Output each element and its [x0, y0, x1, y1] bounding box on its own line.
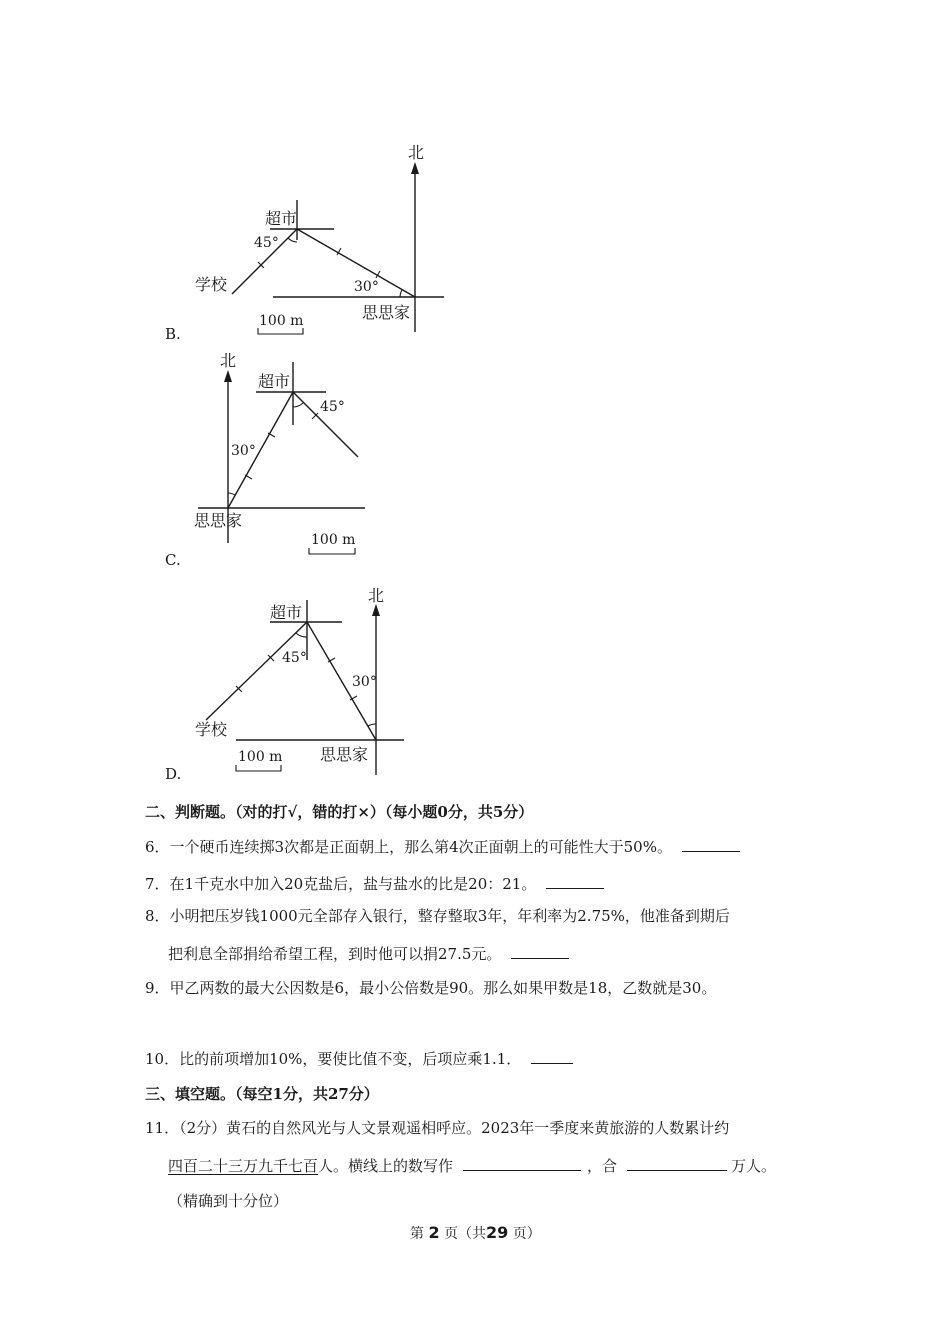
question-11-line-1: 11．（2分）黄石的自然风光与人文景观遥相呼应。2023年一季度来黄旅游的人数累计约: [145, 1119, 730, 1137]
answer-blank-6[interactable]: [682, 836, 740, 852]
question-11-mid: ，合: [587, 1157, 618, 1175]
question-10-text: 10．比的前项增加10%，要使比值不变，后项应乘1.1．: [145, 1050, 522, 1068]
answer-blank-8[interactable]: [511, 943, 569, 959]
option-b-diagram: [180, 135, 460, 335]
question-8-line-2: [168, 943, 569, 964]
question-7: [145, 873, 604, 894]
home-label: 思思家: [194, 511, 243, 530]
angle-arc: [296, 633, 307, 637]
north-label: 北: [220, 351, 237, 370]
supermarket-label: 超市: [265, 209, 298, 228]
angle-45-label: 45°: [282, 650, 307, 666]
option-c-diagram: [185, 345, 385, 555]
answer-blank-7[interactable]: [546, 873, 604, 889]
answer-blank-11a[interactable]: [463, 1155, 581, 1171]
angle-30-label: 30°: [354, 279, 379, 295]
question-11-end: 万人。: [731, 1157, 777, 1175]
answer-blank-10[interactable]: [531, 1048, 573, 1064]
angle-30-label: 30°: [231, 443, 256, 459]
school-supermarket-path: [206, 622, 307, 720]
angle-45-label: 45°: [254, 235, 279, 251]
scale-bar: [236, 765, 281, 771]
angle-arc: [293, 403, 303, 407]
supermarket-label: 超市: [258, 372, 291, 391]
footer-total-pages: 29: [486, 1223, 509, 1242]
question-11-line-3: （精确到十分位）: [168, 1192, 289, 1210]
page-footer: [410, 1223, 541, 1243]
supermarket-label: 超市: [270, 603, 303, 622]
scale-label: 100 m: [311, 532, 356, 548]
option-c-label[interactable]: C.: [165, 551, 181, 569]
question-11-line-2: [168, 1155, 776, 1176]
question-11-after: 人。横线上的数写作: [318, 1157, 454, 1175]
scale-label: 100 m: [259, 313, 304, 329]
option-d-label[interactable]: D.: [165, 765, 182, 783]
north-arrow-icon: [372, 604, 380, 616]
answer-blank-11b[interactable]: [627, 1155, 727, 1171]
footer-page-number: 2: [428, 1223, 440, 1242]
option-d-diagram: [190, 580, 410, 780]
section-3-title: 三、填空题。（每空1分，共27分）: [145, 1085, 379, 1103]
angle-45-label: 45°: [320, 399, 345, 415]
angle-arc: [400, 290, 402, 297]
question-11-underlined-number: 四百二十三万九千七百: [168, 1157, 319, 1175]
option-b-label[interactable]: B.: [165, 325, 181, 343]
footer-prefix: 第: [410, 1226, 424, 1242]
angle-arc: [228, 493, 235, 495]
question-7-text: 7．在1千克水中加入20克盐后，盐与盐水的比是20：21。: [145, 875, 537, 893]
question-8-line-1: 8．小明把压岁钱1000元全部存入银行，整存整取3年，年利率为2.75%，他准备到期后: [145, 907, 730, 925]
question-6: [145, 836, 740, 857]
north-arrow-icon: [224, 370, 232, 382]
angle-arc: [368, 724, 376, 726]
question-10: [145, 1048, 573, 1069]
section-2-title: 二、判断题。（对的打√，错的打×）（每小题0分，共5分）: [145, 803, 534, 821]
angle-30-label: 30°: [352, 674, 377, 690]
scale-bar: [309, 548, 355, 554]
north-label: 北: [368, 586, 385, 605]
question-6-text: 6．一个硬币连续掷3次都是正面朝上，那么第4次正面朝上的可能性大于50%。: [145, 838, 672, 856]
scale-label: 100 m: [238, 749, 283, 765]
north-arrow-icon: [411, 162, 419, 174]
home-label: 思思家: [362, 303, 411, 322]
school-label: 学校: [195, 275, 228, 294]
question-9: 9．甲乙两数的最大公因数是6，最小公倍数是90。那么如果甲数是18，乙数就是30。: [145, 979, 717, 997]
question-8-text: 把利息全部捐给希望工程，到时他可以捐27.5元。: [168, 945, 502, 963]
home-label: 思思家: [320, 745, 369, 764]
footer-suffix: 页）: [512, 1226, 541, 1242]
angle-arc: [288, 238, 297, 242]
school-label: 学校: [195, 720, 228, 739]
north-label: 北: [408, 143, 425, 162]
footer-middle: 页（共: [444, 1226, 487, 1242]
